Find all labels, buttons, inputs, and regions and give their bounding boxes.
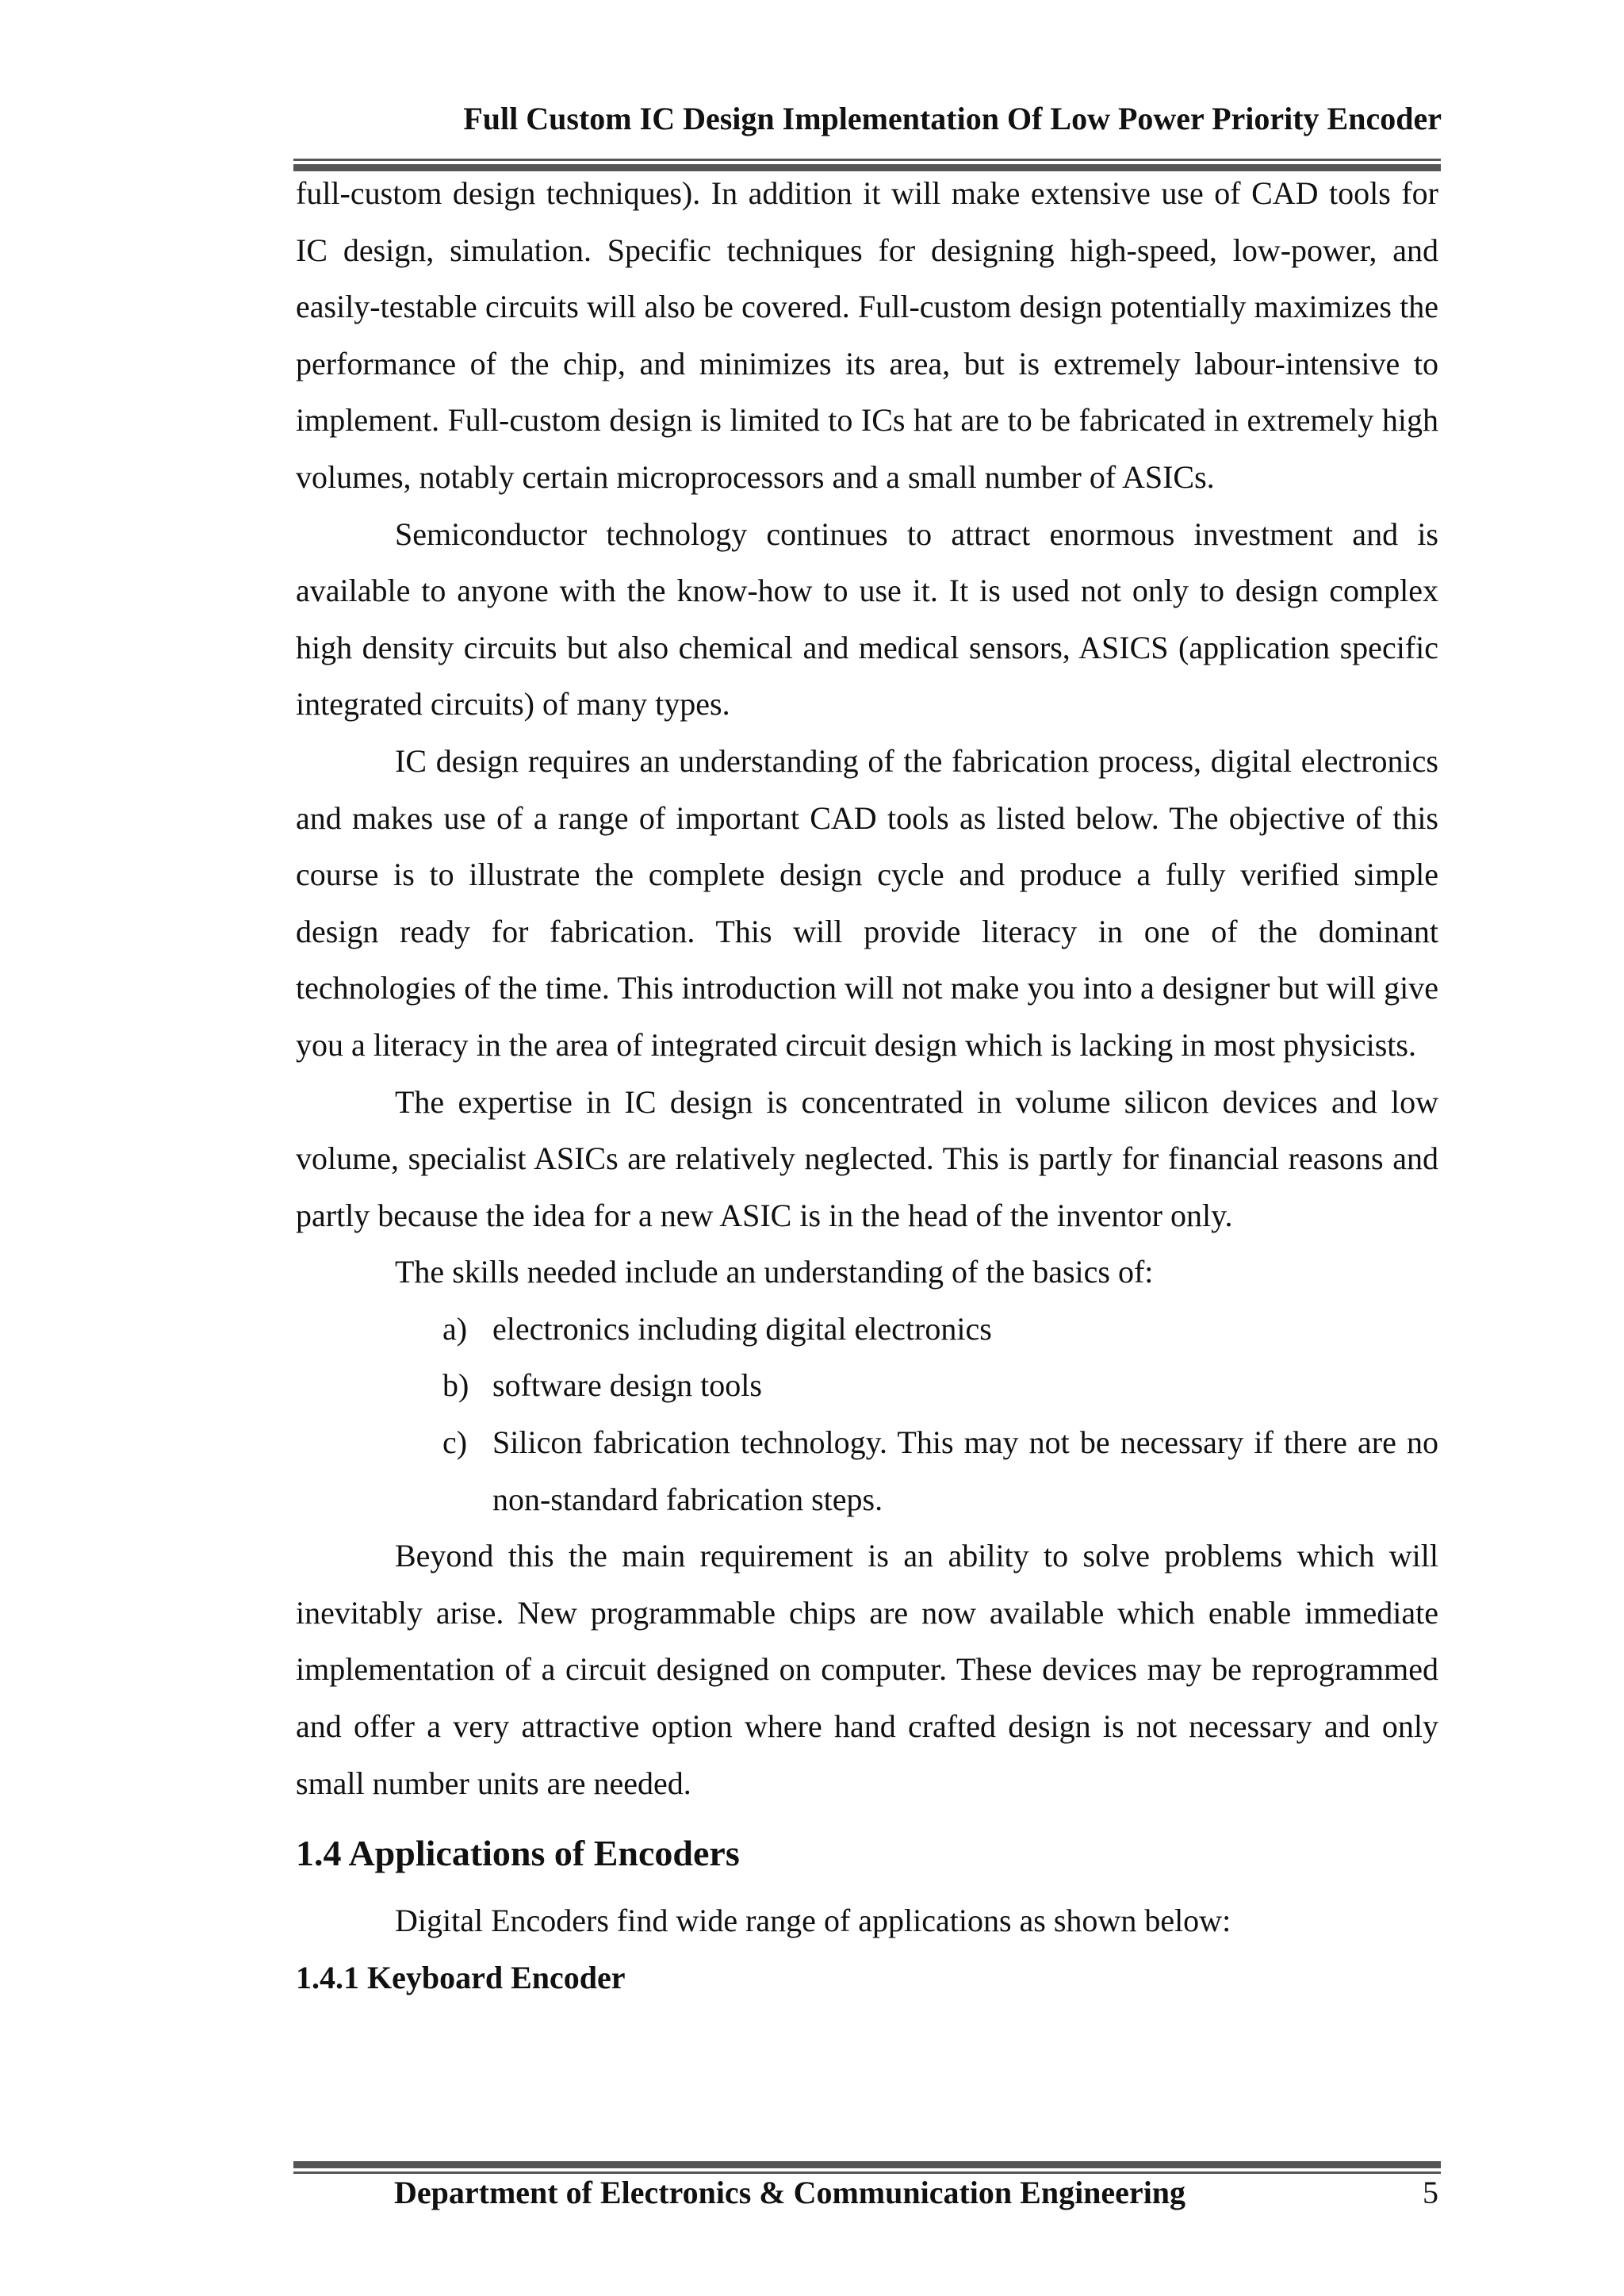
- subsection-heading: 1.4.1 Keyboard Encoder: [296, 1959, 626, 1995]
- section-intro: Digital Encoders find wide range of applications as shown below:: [395, 1903, 1231, 1939]
- list-item: [296, 1414, 1438, 1527]
- skills-list: [296, 1301, 1438, 1527]
- list-item-text: software design tools: [492, 1367, 762, 1404]
- section-heading: 1.4 Applications of Encoders: [296, 1833, 740, 1874]
- paragraph-beyond-this: Beyond this the main requirement is an ability to solve problems which will inevitably arise. New programmable chips are now available which enable immediate implementation of a circuit designed on computer. These devices may be reprogrammed and offer a very attractive option where hand crafted design is not necessary and only small number units are needed.: [296, 1538, 1438, 1801]
- paragraph-semiconductor-technology: Semiconductor technology continues to attract enormous investment and is available to anyone with the know-how to use it. It is used not only to design complex high density circuits but also chemical and medical sensors, ASICS (application specific integrated circuits) of many types.: [296, 516, 1438, 723]
- skills-intro: The skills needed include an understanding of the basics of:: [395, 1254, 1154, 1290]
- list-item-marker: a): [442, 1310, 468, 1347]
- running-header-title: Full Custom IC Design Implementation Of Low Power Priority Encoder: [463, 101, 1442, 136]
- list-item-text: Silicon fabrication technology. This may not be necessary if there are no non-standard fabrication steps.: [492, 1424, 1438, 1517]
- list-item-text: electronics including digital electronics: [492, 1310, 992, 1347]
- list-item-marker: c): [442, 1424, 468, 1461]
- footer-department: Department of Electronics & Communication Engineering: [394, 2175, 1186, 2210]
- paragraph-ic-design-expertise: The expertise in IC design is concentrated in volume silicon devices and low volume, specialist ASICs are relatively neglected. This is partly for financial reasons and partly because the idea for a new ASIC is in the head of the inventor only.: [296, 1083, 1438, 1233]
- list-item: [296, 1357, 1438, 1414]
- page-number: 5: [1423, 2175, 1438, 2210]
- list-item: [296, 1301, 1438, 1358]
- paragraph-full-custom-design: full-custom design techniques). In addition it will make extensive use of CAD tools for IC design, simulation. Specific techniques for designing high-speed, low-power, and easily-testable circuits will also be covered. Full-custom design potentially maximizes the performance of the chip, and minimizes its area, but is extremely labour-intensive to implement. Full-custom design is limited to ICs hat are to be fabricated in extremely high volumes, notably certain microprocessors and a small number of ASICs.: [296, 175, 1438, 495]
- paragraph-ic-design-requirements: IC design requires an understanding of the fabrication process, digital electronics and makes use of a range of important CAD tools as listed below. The objective of this course is to illustrate the complete design cycle and produce a fully verified simple design ready for fabrication. This will provide literacy in one of the dominant technologies of the time. This introduction will not make you into a designer but will give you a literacy in the area of integrated circuit design which is lacking in most physicists.: [296, 742, 1438, 1063]
- list-item-marker: b): [442, 1367, 469, 1404]
- page-body: [296, 165, 1438, 2007]
